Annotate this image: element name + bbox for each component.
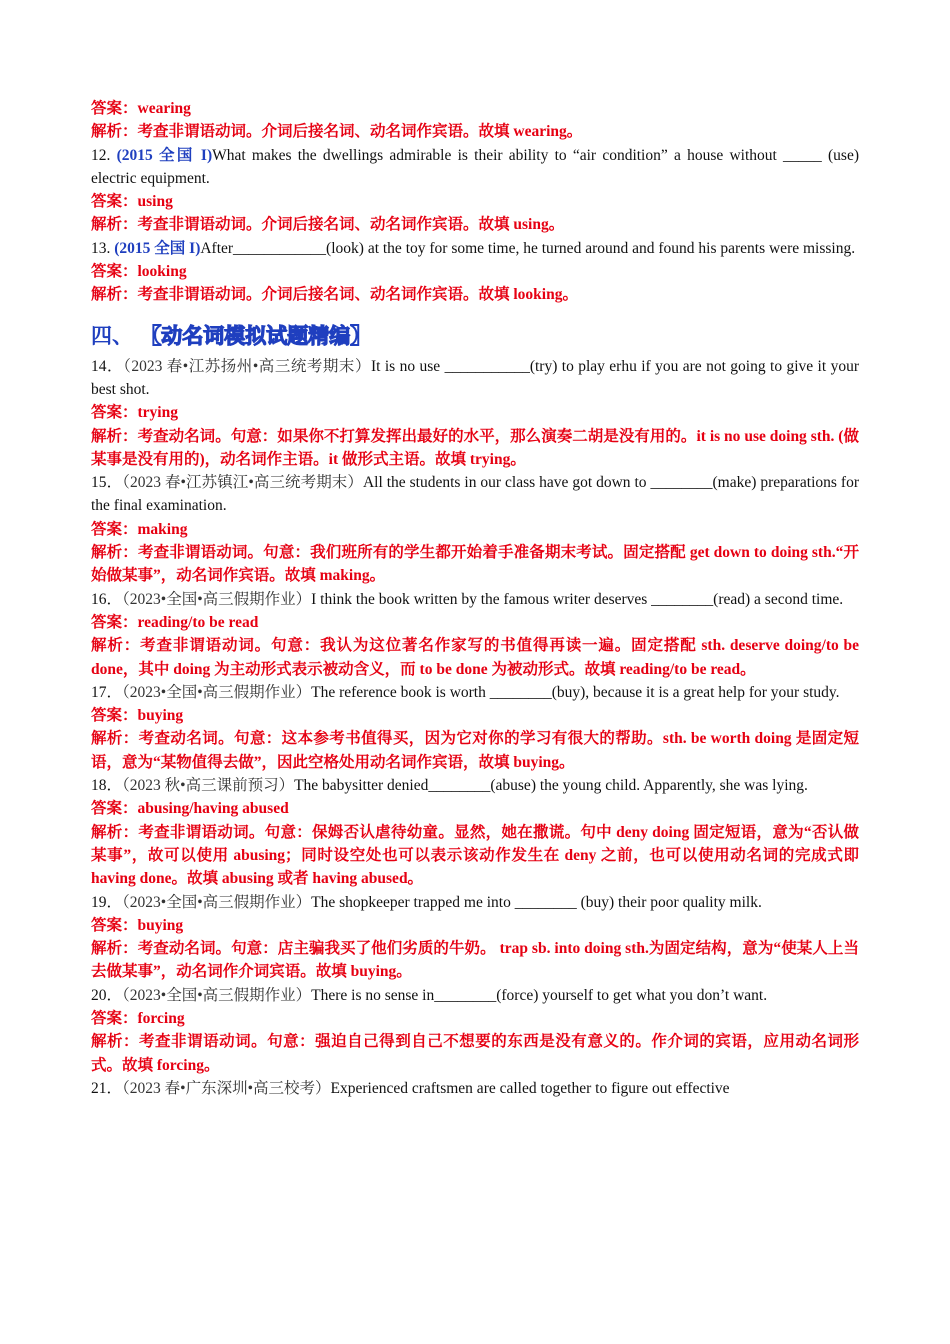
question-number: 19． (91, 893, 123, 911)
question-item (91, 471, 859, 518)
question-number: 14． (91, 357, 124, 375)
answer-line: 答案：wearing (91, 100, 191, 117)
analysis-line: 解析：考查动名词。句意：这本参考书值得买，因为它对你的学习有很大的帮助。sth. be worth doing 是固定短语，意为“某物值得去做”，因此空格处用动名词作宾语，故填 buying。 (91, 730, 859, 771)
answer-line: 答案：reading/to be read (91, 613, 259, 631)
analysis-line: 解析：考查非谓语动词。介词后接名词、动名词作宾语。故填 wearing。 (91, 123, 583, 141)
question-source: （2023 春•广东深圳•高三校考） (122, 1079, 331, 1097)
question-item (91, 891, 859, 914)
question-item (91, 588, 859, 611)
answer-line: 答案：trying (91, 404, 178, 422)
question-text: I think the book written by the famous writer deserves ________(read) a second time. (311, 590, 844, 608)
question-source: （2023•全国•高三假期作业） (122, 986, 312, 1004)
answer-line: 答案：looking (91, 263, 187, 281)
question-text: There is no sense in________(force) yourself to get what you don’t want. (311, 986, 768, 1004)
analysis-line: 解析：考查非谓语动词。介词后接名词、动名词作宾语。故填 looking。 (91, 286, 578, 304)
question-item (91, 144, 859, 191)
section-heading (91, 321, 859, 351)
question-source: （2023 秋•高三课前预习） (122, 777, 295, 795)
analysis-line: 解析：考查动名词。句意：如果你不打算发挥出最好的水平，那么演奏二胡是没有用的。it is no use doing sth. (做某事是没有用的)，动名词作主语。it 做形式主语。故填 trying。 (91, 427, 859, 468)
question-text: It is no use ___________(try) to play erhu if you are not going to give it your best shot. (91, 357, 859, 398)
question-text: What makes the dwellings admirable is their ability to “air condition” a house without _____ (use) electric equipment. (91, 146, 860, 187)
question-number: 15． (91, 474, 123, 492)
question-text: The babysitter denied________(abuse) the young child. Apparently, she was lying. (294, 777, 808, 795)
question-source: （2023 春•江苏镇江•高三统考期末） (122, 474, 363, 492)
question-item (91, 984, 859, 1007)
question-number: 20． (91, 986, 123, 1004)
question-item (91, 237, 859, 260)
question-number: 16． (91, 590, 123, 608)
question-source: (2015 全国 I) (114, 239, 201, 257)
question-item (91, 774, 859, 797)
analysis-line: 解析：考查非谓语动词。介词后接名词、动名词作宾语。故填 using。 (91, 216, 565, 234)
question-text: The shopkeeper trapped me into ________ (buy) their poor quality milk. (311, 893, 762, 911)
question-number: 17． (91, 683, 123, 701)
answer-line: 答案：buying (91, 916, 184, 934)
question-number: 13. (91, 239, 115, 257)
question-number: 18． (91, 777, 123, 795)
analysis-line: 解析：考查动名词。句意：店主骗我买了他们劣质的牛奶。 trap sb. into doing sth.为固定结构，意为“使某人上当去做某事”，动名词作介词宾语。故填 buying。 (91, 940, 859, 981)
answer-line: 答案：using (91, 193, 173, 211)
question-source: （2023 春•江苏扬州•高三统考期末） (123, 357, 371, 375)
analysis-line: 解析：考查非谓语动词。句意：我们班所有的学生都开始着手准备期末考试。固定搭配 get down to doing sth.“开始做某事”，动名词作宾语。故填 making。 (91, 544, 859, 585)
question-item (91, 681, 859, 704)
question-source: （2023•全国•高三假期作业） (122, 893, 312, 911)
question-text: After____________(look) at the toy for some time, he turned around and found his parents were missing. (200, 239, 856, 257)
answer-line: 答案：abusing/having abused (91, 800, 289, 818)
answer-line: 答案：making (91, 520, 188, 538)
question-text: All the students in our class have got down to ________(make) preparations for the final examination. (91, 474, 859, 515)
question-item (91, 1077, 859, 1100)
answer-line: 答案：forcing (91, 1009, 185, 1027)
question-text: The reference book is worth ________(buy), because it is a great help for your study. (311, 683, 840, 701)
section-heading-prefix: 四、 (91, 323, 133, 348)
question-item (91, 355, 859, 402)
question-number: 21． (91, 1079, 123, 1097)
document-page (91, 97, 859, 1100)
analysis-line: 解析：考查非谓语动词。句意：我认为这位著名作家写的书值得再读一遍。固定搭配 sth. deserve doing/to be done，其中 doing 为主动形式表示被动含义，而 to be done 为被动形式。故填 reading/to be read。 (91, 637, 859, 678)
question-number: 12. (91, 146, 117, 164)
answer-line: 答案：buying (91, 707, 184, 725)
previous-answers-section (91, 97, 859, 307)
section-heading-title: 【动名词模拟试题精编】 (140, 323, 372, 348)
analysis-line: 解析：考查非谓语动词。句意：强迫自己得到自己不想要的东西是没有意义的。作介词的宾语，应用动名词形式。故填 forcing。 (91, 1033, 859, 1074)
question-source: （2023•全国•高三假期作业） (122, 683, 312, 701)
question-source: （2023•全国•高三假期作业） (122, 590, 312, 608)
analysis-line: 解析：考查非谓语动词。句意：保姆否认虐待幼童。显然，她在撒谎。句中 deny doing 固定短语，意为“否认做某事”，故可以使用 abusing；同时设空处也可以表示该动作发生在 deny 之前，也可以使用动名词的完成式即 having done。故填 abusing 或者 having abused。 (91, 823, 859, 888)
question-source: (2015 全国 I) (116, 146, 213, 164)
question-text: Experienced craftsmen are called together to figure out effective (330, 1079, 730, 1097)
gerund-exercises-section (91, 355, 859, 1101)
